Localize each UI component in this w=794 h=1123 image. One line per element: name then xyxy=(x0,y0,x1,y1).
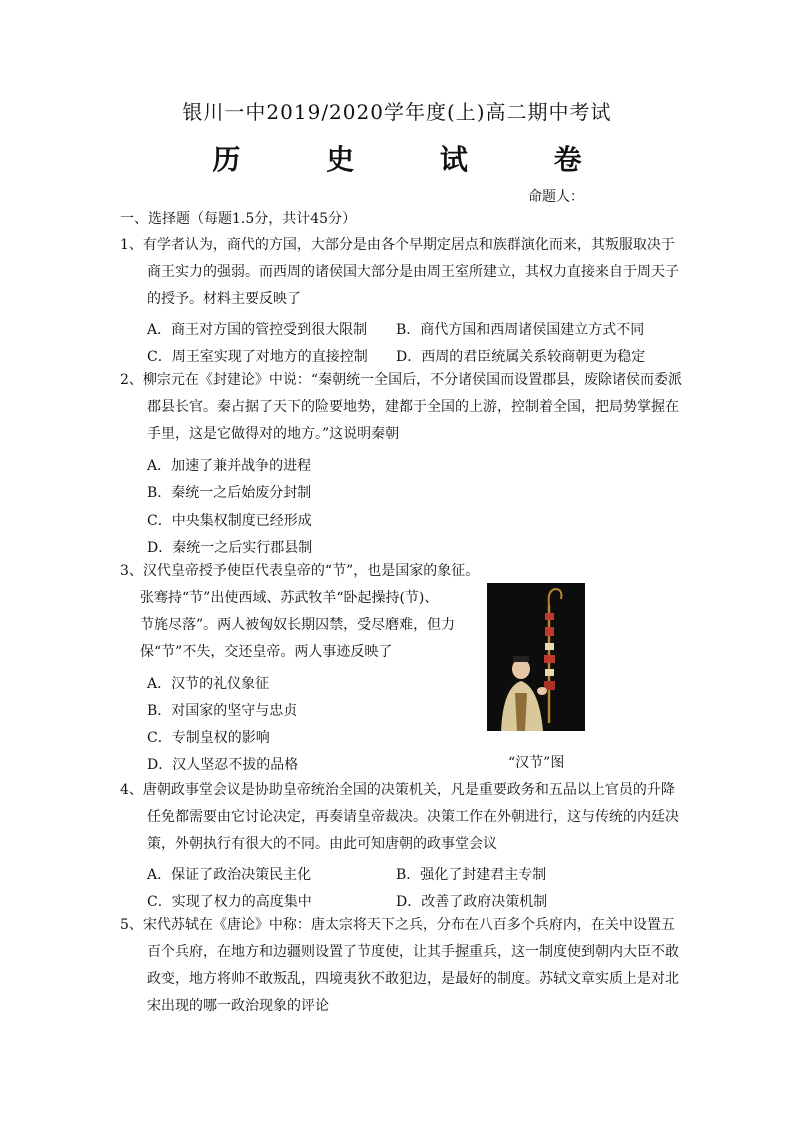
question-3-option-c: C．专制皇权的影响 xyxy=(147,730,270,746)
question-4-line: 4、唐朝政事堂会议是协助皇帝统治全国的决策机关，凡是重要政务和五品以上官员的升降 xyxy=(120,782,675,798)
question-4-option-b: B．强化了封建君主专制 xyxy=(396,867,547,883)
question-2-option-d: D．秦统一之后实行郡县制 xyxy=(147,540,313,556)
question-3-option-d: D．汉人坚忍不拔的品格 xyxy=(147,757,299,773)
question-1-option-b: B．商代方国和西周诸侯国建立方式不同 xyxy=(396,322,645,338)
question-3-line: 3、汉代皇帝授予使臣代表皇帝的“节”，也是国家的象征。 xyxy=(120,563,480,579)
author-label: 命题人： xyxy=(528,189,584,205)
question-1-line: 的授予。材料主要反映了 xyxy=(147,291,301,307)
question-1-option-c: C．周王室实现了对地方的直接控制 xyxy=(147,349,368,365)
question-3-stem xyxy=(120,558,680,666)
question-5-line: 百个兵府，在地方和边疆则设置了节度使，让其手握重兵，这一制度使到朝内大臣不敢 xyxy=(147,944,679,960)
question-2-option-c: C．中央集权制度已经形成 xyxy=(147,513,312,529)
question-1-line: 1、有学者认为，商代的方国，大部分是由各个早期定居点和族群演化而来，其叛服取决于 xyxy=(120,237,675,253)
question-2-stem xyxy=(120,367,683,448)
question-1-option-a: A．商王对方国的管控受到很大限制 xyxy=(147,322,368,338)
question-2-option-a: A．加速了兼并战争的进程 xyxy=(147,458,312,474)
question-1-line: 商王实力的强弱。而西周的诸侯国大部分是由周王室所建立，其权力直接来自于周天子 xyxy=(147,264,679,280)
question-3-option-a: A．汉节的礼仪象征 xyxy=(147,676,270,692)
question-2-line: 郡县长官。秦占据了天下的险要地势，建都于全国的上游，控制着全国，把局势掌握在 xyxy=(147,399,679,415)
question-4-option-d: D．改善了政府决策机制 xyxy=(396,894,548,910)
question-4-line: 任免都需要由它讨论决定，再奏请皇帝裁决。决策工作在外朝进行，这与传统的内廷决 xyxy=(147,809,679,825)
question-5-stem xyxy=(120,912,680,1020)
question-1-option-d: D．西周的君臣统属关系较商朝更为稳定 xyxy=(396,349,646,365)
question-3-line: 保“节”不失，交还皇帝。两人事迹反映了 xyxy=(140,644,393,660)
question-4-stem xyxy=(120,777,680,858)
question-4-option-a: A．保证了政治决策民主化 xyxy=(147,867,312,883)
question-5-line: 政变，地方将帅不敢叛乱，四境夷狄不敢犯边，是最好的制度。苏轼文章实质上是对北 xyxy=(147,971,679,987)
han-jie-photo xyxy=(487,583,585,731)
question-2-line: 手里，这是它做得对的地方。”这说明秦朝 xyxy=(147,426,400,442)
question-3-option-b: B．对国家的坚守与忠贞 xyxy=(147,703,298,719)
question-2-option-b: B．秦统一之后始废分封制 xyxy=(147,485,312,501)
question-3-line: 张骞持“节”出使西域、苏武牧羊“卧起操持(节)、 xyxy=(140,590,439,606)
photo-caption: “汉节”图 xyxy=(508,755,565,771)
section-heading: 一、选择题（每题1.5分，共计45分） xyxy=(120,211,357,227)
question-5-line: 宋出现的哪一政治现象的评论 xyxy=(147,998,329,1014)
subject-title: 历 史 试 卷 xyxy=(212,143,620,176)
question-2-line: 2、柳宗元在《封建论》中说：“秦朝统一全国后，不分诸侯国而设置郡县，废除诸侯而委派 xyxy=(120,372,683,388)
question-5-line: 5、宋代苏轼在《唐论》中称：唐太宗将天下之兵，分布在八百多个兵府内，在关中设置五 xyxy=(120,917,675,933)
question-1-stem xyxy=(120,232,680,313)
exam-title: 银川一中2019/2020学年度(上)高二期中考试 xyxy=(182,100,612,124)
question-3-line: 节旄尽落”。两人被匈奴长期囚禁，受尽磨难，但力 xyxy=(140,617,456,633)
question-4-option-c: C．实现了权力的高度集中 xyxy=(147,894,312,910)
question-4-line: 策，外朝执行有很大的不同。由此可知唐朝的政事堂会议 xyxy=(147,836,497,852)
